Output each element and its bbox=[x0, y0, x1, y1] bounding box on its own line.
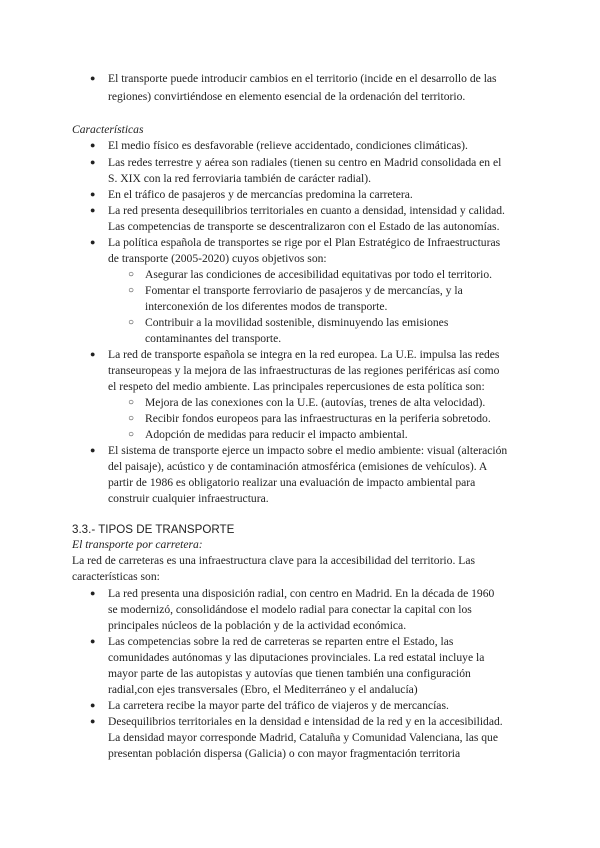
bullet-icon: ● bbox=[90, 636, 96, 646]
bullet-icon: ● bbox=[90, 349, 96, 359]
sub-bullet-icon: ○ bbox=[128, 269, 135, 280]
text-line: Asegurar las condiciones de accesibilidad equitativas por todo el territorio. bbox=[145, 268, 493, 281]
text-line: El sistema de transporte ejerce un impacto sobre el medio ambiente: visual (alteración bbox=[108, 444, 508, 457]
text-line: La política española de transportes se rige por el Plan Estratégico de Infraestructuras bbox=[108, 236, 501, 249]
text-line: presentan población dispersa (Galicia) o con mayor fragmentación territoria bbox=[108, 747, 461, 760]
text-line: de transporte (2005-2020) cuyos objetivos son: bbox=[108, 252, 327, 265]
text-line: transeuropeas y la mejora de las infraestructuras de las regiones periféricas así como bbox=[108, 364, 500, 377]
text-line: El transporte puede introducir cambios en el territorio (incide en el desarrollo de las bbox=[108, 72, 497, 85]
text-line: interconexión de los diferentes modos de transporte. bbox=[145, 300, 388, 313]
paragraph-line: La red de carreteras es una infraestructura clave para la accesibilidad del territorio. Las bbox=[72, 554, 475, 567]
text-line: Mejora de las conexiones con la U.E. (autovías, trenes de alta velocidad). bbox=[145, 396, 486, 409]
text-line: Adopción de medidas para reducir el impacto ambiental. bbox=[145, 428, 408, 441]
text-line: S. XIX con la red ferroviaria también de carácter radial). bbox=[108, 172, 371, 185]
text-line: La red presenta desequilibrios territoriales en cuanto a densidad, intensidad y calidad. bbox=[108, 204, 505, 217]
bullet-icon: ● bbox=[90, 700, 96, 710]
text-line: radial,con ejes transversales (Ebro, el Mediterráneo y el andalucía) bbox=[108, 683, 418, 696]
section-heading: 3.3.- TIPOS DE TRANSPORTE bbox=[72, 523, 235, 536]
text-line: Contribuir a la movilidad sostenible, disminuyendo las emisiones bbox=[145, 316, 449, 329]
sub-bullet-icon: ○ bbox=[128, 413, 135, 424]
sub-bullet-icon: ○ bbox=[128, 397, 135, 408]
text-line: se modernizó, consolidándose el modelo radial para conectar la capital con los bbox=[108, 603, 472, 616]
bullet-icon: ● bbox=[90, 157, 96, 167]
text-line: La red de transporte española se integra en la red europea. La U.E. impulsa las redes bbox=[108, 348, 500, 361]
bullet-icon: ● bbox=[90, 73, 96, 83]
bullet-icon: ● bbox=[90, 237, 96, 247]
text-line: El medio físico es desfavorable (relieve accidentado, condiciones climáticas). bbox=[108, 139, 468, 152]
text-line: mayor parte de las autopistas y autovías que tienen también una configuración bbox=[108, 667, 471, 680]
text-line: Las redes terrestre y aérea son radiales (tienen su centro en Madrid consolidada en el bbox=[108, 156, 502, 169]
text-line: La red presenta una disposición radial, con centro en Madrid. En la década de 1960 bbox=[108, 587, 495, 600]
bullet-icon: ● bbox=[90, 588, 96, 598]
text-line: regiones) convirtiéndose en elemento esencial de la ordenación del territorio. bbox=[108, 90, 466, 103]
text-line: construir cualquier infraestructura. bbox=[108, 492, 269, 505]
section-subtitle: El transporte por carretera: bbox=[72, 538, 203, 551]
paragraph-line: características son: bbox=[72, 570, 160, 583]
text-line: La carretera recibe la mayor parte del tráfico de viajeros y de mercancías. bbox=[108, 699, 449, 712]
text-line: partir de 1986 es obligatorio realizar una evaluación de impacto ambiental para bbox=[108, 476, 476, 489]
text-line: el respeto del medio ambiente. Las principales repercusiones de esta política son: bbox=[108, 380, 485, 393]
text-line: La densidad mayor corresponde Madrid, Cataluña y Comunidad Valenciana, las que bbox=[108, 731, 498, 744]
text-line: del paisaje), acústico y de contaminación atmosférica (emisiones de vehículos). A bbox=[108, 460, 488, 473]
text-line: comunidades autónomas y las diputaciones provinciales. La red estatal incluye la bbox=[108, 651, 485, 664]
bullet-icon: ● bbox=[90, 716, 96, 726]
text-line: principales núcleos de la población y de la actividad económica. bbox=[108, 619, 407, 632]
text-line: Desequilibrios territoriales en la densidad e intensidad de la red y en la accesibilidad. bbox=[108, 715, 503, 728]
text-line: Recibir fondos europeos para las infraestructuras en la periferia sobretodo. bbox=[145, 412, 491, 425]
text-line: En el tráfico de pasajeros y de mercancías predomina la carretera. bbox=[108, 188, 413, 201]
bullet-icon: ● bbox=[90, 140, 96, 150]
bullet-icon: ● bbox=[90, 445, 96, 455]
sub-bullet-icon: ○ bbox=[128, 429, 135, 440]
text-line: Fomentar el transporte ferroviario de pasajeros y de mercancías, y la bbox=[145, 284, 463, 297]
bullet-icon: ● bbox=[90, 189, 96, 199]
sub-bullet-icon: ○ bbox=[128, 317, 135, 328]
text-line: contaminantes del transporte. bbox=[145, 332, 282, 345]
text-line: Las competencias de transporte se descentralizaron con el Estado de las autonomías. bbox=[108, 220, 500, 233]
section-subtitle: Características bbox=[72, 123, 144, 136]
sub-bullet-icon: ○ bbox=[128, 285, 135, 296]
bullet-icon: ● bbox=[90, 205, 96, 215]
text-line: Las competencias sobre la red de carreteras se reparten entre el Estado, las bbox=[108, 635, 454, 648]
